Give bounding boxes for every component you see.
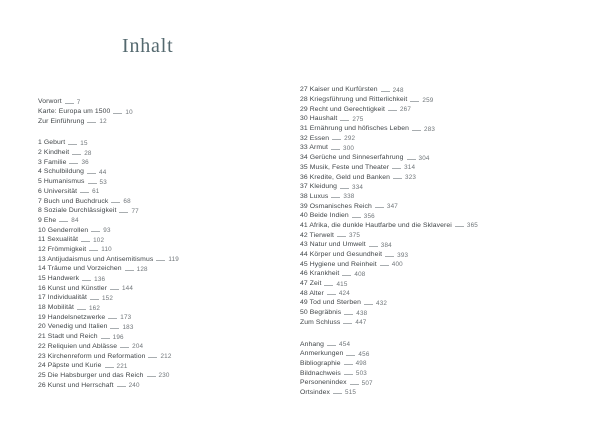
toc-entry-label: 32 Essen — [300, 134, 330, 142]
toc-entry-label: 42 Tierwelt — [300, 231, 334, 239]
toc-entry — [300, 163, 550, 173]
leader-line — [87, 122, 96, 123]
toc-entry-page: 300 — [343, 144, 355, 152]
toc-entry-page: 28 — [84, 149, 92, 157]
toc-entry — [38, 216, 273, 226]
toc-entry-page: 447 — [355, 319, 367, 327]
toc-entry — [300, 339, 550, 349]
leader-line — [340, 120, 349, 121]
toc-entry-label: Personenindex — [300, 379, 347, 387]
toc-entry-page: 136 — [94, 275, 106, 283]
leader-line — [392, 168, 401, 169]
toc-entry-label: 48 Alter — [300, 289, 324, 297]
toc-entry — [38, 293, 273, 303]
toc-entry-page: 102 — [93, 236, 105, 244]
leader-line — [101, 338, 110, 339]
toc-entry-label: 26 Kunst und Herrschaft — [38, 381, 114, 389]
toc-entry — [300, 124, 550, 134]
toc-entry-label: 11 Sexualität — [38, 236, 79, 244]
toc-entry-page: 7 — [76, 98, 81, 106]
toc-entry-page: 68 — [123, 198, 131, 206]
leader-line — [108, 318, 117, 319]
toc-entry-page: 503 — [355, 370, 367, 378]
toc-entry-label: 43 Natur und Umwelt — [300, 241, 366, 249]
leader-line — [388, 110, 397, 111]
leader-line — [369, 246, 378, 247]
toc-entry — [300, 230, 550, 240]
toc-entry-page: 365 — [466, 222, 478, 230]
toc-entry-label: 16 Kunst und Künstler — [38, 284, 107, 292]
toc-entry-label: 20 Venedig und Italien — [38, 323, 108, 331]
toc-entry-page: 36 — [81, 159, 89, 167]
toc-entry-label: 41 Afrika, die dunkle Hautfarbe und die Sklaverei — [300, 221, 452, 229]
leader-line — [88, 183, 97, 184]
toc-entry — [38, 157, 273, 167]
toc-entry-page: 53 — [99, 178, 107, 186]
leader-line — [113, 113, 122, 114]
toc-entry-page: 119 — [168, 256, 179, 264]
leader-line — [90, 299, 99, 300]
toc-entry-page: 515 — [345, 389, 357, 397]
toc-entry-label: 34 Gerüche und Sinneserfahrung — [300, 154, 404, 162]
toc-entry-page: 173 — [120, 314, 132, 322]
leader-line — [327, 345, 336, 346]
toc-entry-label: 47 Zeit — [300, 280, 322, 288]
toc-entry — [38, 206, 273, 216]
toc-entry-page: 162 — [88, 304, 101, 312]
toc-entry-label: 15 Handwerk — [38, 275, 80, 283]
toc-entry-label: 50 Begräbnis — [300, 309, 342, 317]
toc-entry-page: 144 — [121, 285, 134, 293]
toc-entry — [300, 240, 550, 250]
toc-entry-page: 498 — [355, 360, 367, 368]
toc-entry — [300, 359, 550, 369]
leader-line — [110, 328, 119, 329]
toc-entry — [38, 342, 273, 352]
page-title: Inhalt — [122, 35, 174, 57]
toc-entry — [38, 187, 273, 197]
toc-entry-page: 323 — [405, 174, 417, 182]
toc-entry — [38, 116, 273, 126]
toc-entry-label: Bibliographie — [300, 359, 341, 367]
toc-entry-page: 275 — [352, 115, 364, 123]
toc-entry — [38, 148, 273, 158]
toc-entry — [38, 107, 273, 117]
toc-entry-label: Vorwort — [38, 98, 62, 106]
leader-line — [110, 289, 119, 290]
toc-entry-page: 240 — [128, 382, 140, 390]
leader-line — [105, 367, 114, 368]
toc-entry-page: 212 — [160, 353, 172, 361]
toc-entry-page: 424 — [338, 290, 350, 298]
toc-entry-page: 61 — [92, 188, 100, 196]
leader-line — [337, 236, 346, 237]
toc-entry-label: Karte: Europa um 1500 — [38, 108, 111, 116]
leader-line — [147, 376, 156, 377]
toc-entry-page: 128 — [136, 265, 148, 273]
leader-line — [111, 202, 120, 203]
toc-entry-label: 2 Kindheit — [38, 149, 70, 157]
toc-entry-page: 408 — [354, 270, 366, 278]
leader-line — [410, 101, 419, 102]
leader-line — [327, 294, 336, 295]
toc-entry-label: 31 Ernährung und höfisches Leben — [300, 125, 410, 133]
leader-line — [120, 347, 129, 348]
toc-entry — [38, 254, 273, 264]
toc-entry — [38, 351, 273, 361]
leader-line — [364, 304, 373, 305]
toc-entry-page: 304 — [418, 154, 430, 162]
toc-entry-page: 338 — [343, 193, 355, 201]
toc-entry — [38, 225, 273, 235]
leader-line — [407, 159, 416, 160]
leader-line — [117, 386, 126, 387]
toc-entry-page: 204 — [132, 343, 144, 351]
toc-entry-page: 356 — [363, 212, 375, 220]
toc-entry — [38, 332, 273, 342]
toc-entry-label: Anmerkungen — [300, 350, 344, 358]
leader-line — [333, 393, 342, 394]
toc-entry-label: 19 Handelsnetzwerke — [38, 313, 106, 321]
toc-entry — [300, 221, 550, 231]
toc-entry-page: 283 — [424, 125, 436, 133]
leader-line — [331, 197, 340, 198]
toc-entry-label: 7 Buch und Buchdruck — [38, 197, 109, 205]
toc-entry-page: 267 — [399, 106, 412, 114]
toc-entry — [300, 172, 550, 182]
toc-entry-page: 415 — [336, 280, 348, 288]
leader-line — [344, 374, 353, 375]
toc-entry — [300, 259, 550, 269]
toc-entry-label: 36 Kredite, Geld und Banken — [300, 173, 390, 181]
leader-line — [87, 173, 96, 174]
toc-entry-page: 15 — [80, 139, 88, 147]
leader-line — [342, 275, 351, 276]
toc-entry — [38, 322, 273, 332]
toc-entry-page: 93 — [103, 227, 111, 235]
leader-line — [89, 250, 98, 251]
toc-entry — [300, 349, 550, 359]
toc-entry-page: 432 — [376, 299, 388, 307]
toc-entry-label: 12 Frömmigkeit — [38, 245, 87, 253]
toc-entry-label: 35 Musik, Feste und Theater — [300, 163, 390, 171]
toc-entry — [300, 85, 550, 95]
leader-line — [91, 231, 100, 232]
toc-entry — [38, 97, 273, 107]
column-gap — [38, 126, 273, 138]
toc-entry — [38, 283, 273, 293]
toc-entry — [38, 138, 273, 148]
toc-entry — [300, 288, 550, 298]
toc-entry — [300, 211, 550, 221]
toc-entry-page: 347 — [386, 203, 398, 211]
toc-entry-page: 221 — [116, 362, 128, 370]
toc-entry-label: 29 Recht und Gerechtigkeit — [300, 105, 385, 113]
toc-entry — [38, 245, 273, 255]
leader-line — [156, 260, 165, 261]
toc-entry-label: 38 Luxus — [300, 192, 329, 200]
toc-entry — [38, 380, 273, 390]
toc-entry — [300, 250, 550, 260]
toc-entry-label: 5 Humanismus — [38, 178, 85, 186]
toc-entry — [300, 378, 550, 388]
toc-entry-label: Zur Einführung — [38, 117, 85, 125]
leader-line — [381, 91, 390, 92]
toc-entry — [38, 196, 273, 206]
leader-line — [72, 154, 81, 155]
leader-line — [331, 149, 340, 150]
toc-entry-label: Bildnachweis — [300, 369, 341, 377]
toc-entry-label: 40 Beide Indien — [300, 212, 349, 220]
toc-entry — [300, 279, 550, 289]
toc-entry-label: 27 Kaiser und Kurfürsten — [300, 86, 378, 94]
toc-entry — [300, 269, 550, 279]
leader-line — [125, 270, 134, 271]
toc-entry — [300, 182, 550, 192]
leader-line — [343, 323, 352, 324]
toc-entry-page: 314 — [404, 164, 416, 172]
toc-entry-label: 49 Tod und Sterben — [300, 299, 362, 307]
toc-entry — [300, 153, 550, 163]
leader-line — [352, 217, 361, 218]
toc-entry — [38, 312, 273, 322]
toc-entry-page: 456 — [358, 350, 370, 358]
toc-entry-label: 22 Reliquien und Ablässe — [38, 342, 118, 350]
toc-entry-label: Zum Schluss — [300, 318, 341, 326]
toc-entry-label: 39 Osmanisches Reich — [300, 202, 372, 210]
toc-entry — [38, 167, 273, 177]
toc-entry-page: 454 — [339, 341, 351, 349]
toc-entry-label: 21 Stadt und Reich — [38, 333, 98, 341]
toc-entry-label: 18 Mobilität — [38, 304, 74, 312]
toc-entry-page: 384 — [380, 241, 392, 249]
toc-entry-page: 77 — [131, 207, 139, 215]
leader-line — [69, 163, 78, 164]
leader-line — [148, 357, 157, 358]
toc-entry-page: 438 — [356, 309, 368, 317]
toc-entry-label: 4 Schulbildung — [38, 168, 84, 176]
toc-entry-label: 30 Haushalt — [300, 115, 338, 123]
toc-entry-page: 12 — [99, 118, 107, 126]
leader-line — [324, 285, 333, 286]
toc-entry-page: 334 — [352, 183, 364, 191]
toc-entry-page: 292 — [344, 135, 356, 143]
toc-entry-label: 46 Krankheit — [300, 270, 340, 278]
toc-entry — [38, 371, 273, 381]
leader-line — [412, 130, 421, 131]
toc-entry-page: 183 — [122, 323, 134, 331]
toc-entry — [300, 104, 550, 114]
toc-entry-page: 248 — [392, 86, 404, 94]
toc-entry-page: 196 — [112, 333, 124, 341]
toc-entry-label: 37 Kleidung — [300, 183, 338, 191]
toc-entry-label: 17 Individualität — [38, 294, 87, 302]
leader-line — [59, 221, 68, 222]
toc-entry — [38, 235, 273, 245]
toc-entry-page: 393 — [397, 251, 409, 259]
leader-line — [332, 139, 341, 140]
toc-entry-label: 33 Armut — [300, 144, 329, 152]
toc-entry — [300, 318, 550, 328]
toc-entry-page: 259 — [422, 96, 434, 104]
toc-entry — [38, 361, 273, 371]
leader-line — [344, 314, 353, 315]
leader-line — [119, 212, 128, 213]
toc-entry-page: 375 — [348, 232, 361, 240]
toc-entry — [38, 303, 273, 313]
toc-entry — [300, 298, 550, 308]
toc-entry — [300, 368, 550, 378]
leader-line — [393, 178, 402, 179]
toc-entry-label: 25 Die Habsburger und das Reich — [38, 371, 144, 379]
toc-entry — [300, 133, 550, 143]
toc-entry — [300, 192, 550, 202]
leader-line — [68, 144, 77, 145]
toc-entry-page: 507 — [361, 379, 373, 387]
toc-entry-label: 13 Antijudaismus und Antisemitismus — [38, 255, 154, 263]
toc-entry-label: 24 Päpste und Kurie — [38, 362, 102, 370]
toc-entry-label: 3 Familie — [38, 158, 67, 166]
leader-line — [340, 188, 349, 189]
toc-entry — [38, 177, 273, 187]
toc-entry — [300, 143, 550, 153]
leader-line — [77, 309, 86, 310]
toc-entry — [38, 274, 273, 284]
toc-entry-page: 400 — [391, 261, 403, 269]
toc-entry-page: 152 — [101, 294, 114, 302]
toc-entry-label: 28 Kriegsführung und Ritterlichkeit — [300, 96, 408, 104]
toc-entry-page: 44 — [99, 168, 107, 176]
leader-line — [81, 241, 90, 242]
toc-entry-label: Anhang — [300, 340, 325, 348]
leader-line — [350, 384, 359, 385]
column-gap — [300, 327, 550, 339]
toc-entry-label: 45 Hygiene und Reinheit — [300, 260, 377, 268]
leader-line — [65, 103, 74, 104]
leader-line — [344, 364, 353, 365]
leader-line — [380, 265, 389, 266]
leader-line — [346, 355, 355, 356]
leader-line — [82, 280, 91, 281]
toc-entry-label: 44 Körper und Gesundheit — [300, 251, 383, 259]
toc-entry-label: 23 Kirchenreform und Reformation — [38, 352, 146, 360]
toc-right-column — [300, 85, 550, 397]
toc-entry — [300, 201, 550, 211]
leader-line — [80, 192, 89, 193]
toc-entry-page: 84 — [71, 217, 79, 225]
toc-entry-page: 10 — [125, 108, 133, 116]
toc-entry-label: 1 Geburt — [38, 139, 66, 147]
leader-line — [385, 256, 394, 257]
toc-entry — [300, 308, 550, 318]
toc-entry — [300, 95, 550, 105]
toc-entry-label: 8 Soziale Durchlässigkeit — [38, 207, 117, 215]
toc-entry-page: 230 — [158, 372, 170, 380]
toc-entry — [300, 388, 550, 398]
toc-entry-page: 110 — [101, 246, 112, 254]
toc-entry-label: 14 Träume und Vorzeichen — [38, 265, 122, 273]
toc-entry — [300, 114, 550, 124]
toc-entry-label: 6 Universität — [38, 187, 78, 195]
leader-line — [455, 226, 464, 227]
toc-entry — [38, 264, 273, 274]
toc-entry-label: 10 Genderrollen — [38, 226, 89, 234]
toc-entry-label: 9 Ehe — [38, 216, 57, 224]
leader-line — [375, 207, 384, 208]
toc-left-column — [38, 97, 273, 390]
toc-entry-label: Ortsindex — [300, 388, 330, 396]
